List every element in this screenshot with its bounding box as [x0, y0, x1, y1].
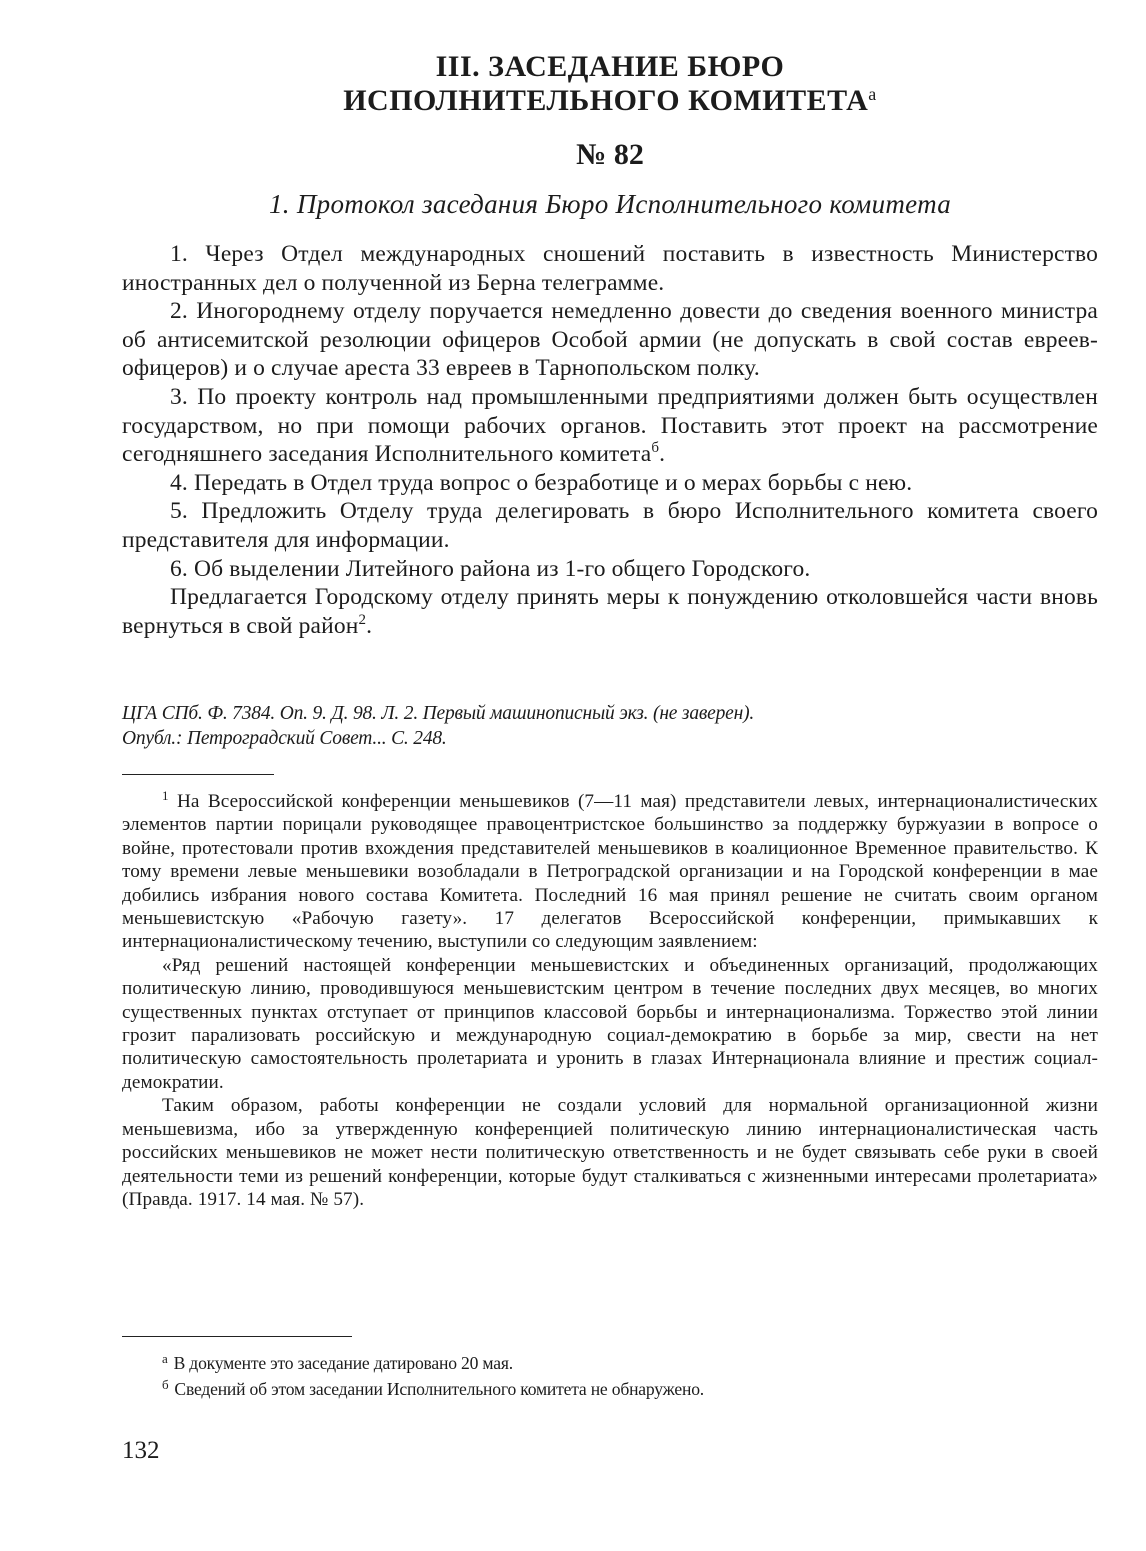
protocol-item-6 [122, 555, 1098, 584]
editorial-notes-divider [122, 1336, 352, 1337]
section-title-text: ИСПОЛНИТЕЛЬНОГО КОМИТЕТА [343, 84, 869, 117]
archive-reference [122, 701, 1098, 751]
protocol-item-text: Предлагается Городскому отделу принять меры к понуждению отколовшейся части вновь вернуться в свой район [122, 584, 1098, 639]
section-title-line2 [122, 84, 1098, 118]
note-mark: б [162, 1377, 169, 1392]
protocol-item-1 [122, 240, 1098, 297]
note-mark: а [162, 1351, 168, 1366]
protocol-item-text: 2. Иногороднему отделу поручается немедленно довести до сведения военного министра об антисемитской резолюции офицеров Особой армии (не допускать в свой состав евреев-офицеров) и о случае ареста 33 евреев в Тарнопольском полку. [122, 298, 1098, 382]
page-number: 132 [122, 1437, 160, 1464]
footnote-ref-b[interactable]: б [651, 440, 660, 457]
footnote-mark: 1 [162, 788, 169, 803]
editorial-notes [122, 1350, 1098, 1402]
publication-source: Опубл.: Петроградский Совет... С. 248. [122, 728, 447, 749]
protocol-item-text: 5. Предложить Отделу труда делегировать в бюро Исполнительного комитета своего представителя для информации. [122, 498, 1098, 553]
protocol-item-2 [122, 297, 1098, 383]
footnote-divider [122, 774, 274, 775]
archive-source: ЦГА СПб. Ф. 7384. Оп. 9. Д. 98. Л. 2. Первый машинописный экз. (не заверен). [122, 703, 755, 724]
protocol-item-text: 3. По проекту контроль над промышленными предприятиями должен быть осуществлен государством, но при помощи рабочих органов. Поставить этот проект на рассмотрение сегодняшнего заседания Исполнительного комитета [122, 383, 1098, 468]
footnote-quote-paragraph [122, 954, 1098, 1094]
document-subtitle: 1. Протокол заседания Бюро Исполнительного комитета [268, 189, 952, 219]
protocol-item-5 [122, 497, 1098, 554]
document-number: № 82 [576, 138, 644, 171]
note-text: В документе это заседание датировано 20 мая. [173, 1353, 513, 1373]
protocol-item-text: 4. Передать в Отдел труда вопрос о безработице и о мерах борьбы с нею. [170, 469, 913, 496]
editorial-note-b [122, 1376, 1098, 1402]
protocol-item-7 [122, 583, 1098, 640]
protocol-item-text: 1. Через Отдел международных сношений поставить в известность Министерство иностранных дел о полученной из Берна телеграмме. [122, 241, 1098, 296]
protocol-item-4 [122, 469, 1098, 498]
punctuation: . [366, 612, 373, 639]
footnote-ref-2[interactable]: 2 [358, 611, 367, 628]
footnote-ref-a[interactable]: а [868, 84, 877, 104]
protocol-item-3 [122, 383, 1098, 469]
footnote-1 [122, 790, 1098, 1211]
note-text: Сведений об этом заседании Исполнительного комитета не обнаружено. [174, 1379, 704, 1399]
editorial-note-a [122, 1350, 1098, 1376]
footnote-paragraph [122, 790, 1098, 954]
protocol-item-text: 6. Об выделении Литейного района из 1-го общего Городского. [170, 555, 811, 582]
punctuation: . [659, 441, 666, 468]
footnote-text: Таким образом, работы конференции не создали условий для нормальной организационной жизни меньшевизма, ибо за утвержденную конференцией политическую линию интернационалистическая часть российских меньшевиков не может нести политическую ответственность и не будет связывать себе руки в своей деятельности теми из решений конференции, которые будут сталкиваться с жизненными интересами пролетариата» (Правда. 1917. 14 мая. № 57). [122, 1095, 1098, 1210]
footnote-text: «Ряд решений настоящей конференции меньшевистских и объединенных организаций, продолжающих политическую линию, проводившуюся меньшевистским центром в течение последних двух месяцев, во многих существенных пунктах отступает от принципов классовой борьбы и интернационализма. Торжество этой линии грозит парализовать российскую и международную социал-демократию в борьбе за мир, свести на нет политическую самостоятельность пролетариата и уронить в глазах Интернационала влияние и престиж социал-демократии. [122, 954, 1098, 1093]
protocol-body [122, 240, 1098, 640]
footnote-text: На Всероссийской конференции меньшевиков (7—11 мая) представители левых, интернационалистических элементов партии порицали руководящее правоцентристское большинство за поддержку буржуазии в вопросе о войне, протестовали против вхождения представителей меньшевиков в коалиционное Временное правительство. К тому времени левые меньшевики возобладали в Петроградской организации и на Городской конференции в мае добились избрания нового состава Комитета. Последний 16 мая принял решение не считать своим органом меньшевистскую «Рабочую газету». 17 делегатов Всероссийской конференции, примыкавших к интернационалистическому течению, выступили со следующим заявлением: [122, 791, 1099, 953]
section-title-line1: III. ЗАСЕДАНИЕ БЮРО [435, 50, 785, 83]
footnote-quote-paragraph [122, 1094, 1098, 1211]
